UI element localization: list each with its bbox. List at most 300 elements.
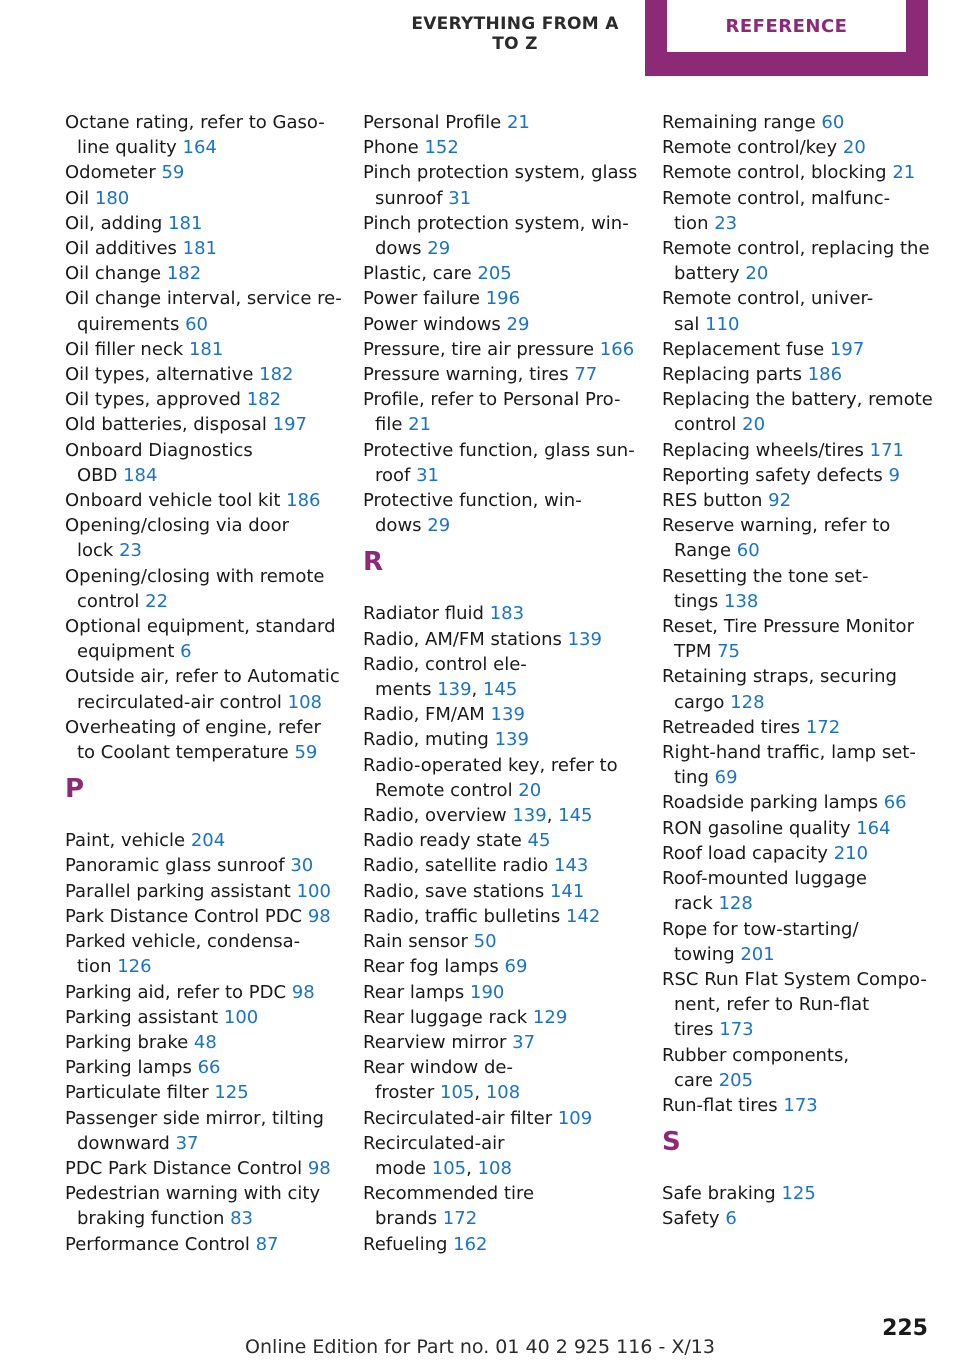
page-reference-link[interactable]: 141 xyxy=(549,880,585,902)
index-entry-text: line quality xyxy=(77,137,183,159)
index-entry-text: Oil change xyxy=(65,263,167,285)
index-entry xyxy=(662,816,930,841)
index-entry-text: Rear window de- xyxy=(363,1057,513,1079)
index-entry-text: lock xyxy=(77,540,120,562)
page-reference-link[interactable]: 66 xyxy=(197,1057,221,1079)
index-entry xyxy=(65,1232,335,1257)
page-reference-link[interactable]: 98 xyxy=(307,905,331,927)
index-entry xyxy=(662,286,930,336)
index-entry xyxy=(363,312,633,337)
index-entry xyxy=(662,488,930,513)
index-entry xyxy=(363,286,633,311)
index-entry xyxy=(363,337,633,362)
index-entry-text: Radio, FM/AM xyxy=(363,704,491,726)
index-entry xyxy=(363,929,633,954)
index-entry-text: Oil types, approved xyxy=(65,389,247,411)
index-entry-text: to Coolant temperature xyxy=(77,742,295,764)
index-entry-text: RON gasoline quality xyxy=(662,817,857,839)
index-entry-text: TPM xyxy=(674,641,718,663)
index-entry-text: Parking brake xyxy=(65,1031,194,1053)
index-entry-text: Refueling xyxy=(363,1233,454,1255)
page-reference-link[interactable]: 186 xyxy=(807,364,843,386)
index-column-2 xyxy=(363,110,638,1257)
index-entry xyxy=(662,917,930,967)
page-reference-link[interactable]: 164 xyxy=(182,137,217,159)
index-entry-text: Rain sensor xyxy=(363,931,474,953)
index-entry xyxy=(662,1181,930,1206)
index-entry xyxy=(65,488,335,513)
page-reference-link[interactable]: 100 xyxy=(223,1006,259,1028)
index-entry xyxy=(65,1080,335,1105)
page-reference-link[interactable]: 171 xyxy=(869,439,905,461)
index-entry-text: Recirculated-air filter xyxy=(363,1107,558,1129)
index-column-3 xyxy=(662,110,933,1232)
index-entry-text: Safety xyxy=(662,1208,726,1230)
page-reference-link[interactable]: 29 xyxy=(427,515,451,537)
index-entry-text: Right-hand traffic, lamp set- xyxy=(662,742,916,764)
page-reference-link[interactable]: 181 xyxy=(188,338,224,360)
page-reference-link[interactable]: 164 xyxy=(856,817,891,839)
page-reference-link[interactable]: 197 xyxy=(272,414,307,436)
index-entry xyxy=(662,186,930,236)
page-reference-link[interactable]: 23 xyxy=(714,212,738,234)
index-entry xyxy=(363,1055,633,1105)
index-entry-text: Passenger side mirror, tilting xyxy=(65,1107,324,1129)
page-reference-link[interactable]: 129 xyxy=(532,1006,568,1028)
index-entry xyxy=(65,211,335,236)
index-entry-text: Onboard Diagnostics xyxy=(65,439,253,461)
index-entry-text: Paint, vehicle xyxy=(65,830,191,852)
page-reference-link[interactable]: 201 xyxy=(740,943,775,965)
index-entry-text: Roof-mounted luggage xyxy=(662,868,868,890)
index-entry-text: Reserve warning, refer to xyxy=(662,515,891,537)
index-entry xyxy=(363,1030,633,1055)
page-reference-link[interactable]: 205 xyxy=(718,1069,754,1091)
page-reference-link[interactable]: 105 xyxy=(431,1157,467,1179)
index-entry xyxy=(65,715,335,765)
index-entry-text: nent, refer to Run-flat xyxy=(674,994,870,1016)
page-reference-link[interactable]: 20 xyxy=(518,779,542,801)
page-reference-link[interactable]: 184 xyxy=(123,464,158,486)
index-entry-text: Radio, save stations xyxy=(363,880,550,902)
index-entry-text: Power failure xyxy=(363,288,486,310)
index-entry xyxy=(662,841,930,866)
index-entry-text: Pedestrian warning with city xyxy=(65,1183,321,1205)
page-reference-link[interactable]: 37 xyxy=(175,1132,199,1154)
index-entry xyxy=(65,186,335,211)
index-entry-text: Reset, Tire Pressure Monitor xyxy=(662,616,914,638)
page-reference-link[interactable]: 139 xyxy=(512,805,547,827)
index-entry-text: Remote control, univer- xyxy=(662,288,874,310)
index-entry xyxy=(363,160,638,210)
page-reference-link[interactable]: 139 xyxy=(494,729,529,751)
page-reference-link[interactable]: 197 xyxy=(829,338,865,360)
index-entry-text: Protective function, glass sun- xyxy=(363,439,635,461)
index-entry-text: Optional equipment, standard xyxy=(65,616,336,638)
index-entry xyxy=(65,286,342,336)
page-reference-link[interactable]: 20 xyxy=(742,414,766,436)
index-entry-text: Plastic, care xyxy=(363,263,478,285)
index-entry-text: PDC Park Distance Control xyxy=(65,1157,308,1179)
page-reference-link[interactable]: 204 xyxy=(190,830,226,852)
index-entry-text: Radio, AM/FM stations xyxy=(363,628,568,650)
page-reference-link[interactable]: 108 xyxy=(485,1082,521,1104)
index-entry-text: Onboard vehicle tool kit xyxy=(65,490,287,512)
page-reference-link[interactable]: 60 xyxy=(736,540,760,562)
index-entry-text: Opening/closing with remote xyxy=(65,565,325,587)
index-entry-text: Oil change interval, service re- xyxy=(65,288,342,310)
index-entry xyxy=(65,980,335,1005)
page-reference-link[interactable]: 139 xyxy=(567,628,602,650)
index-entry xyxy=(363,652,633,702)
index-entry xyxy=(363,110,633,135)
page-reference-link[interactable]: 21 xyxy=(506,112,530,133)
index-entry-text: froster xyxy=(375,1082,440,1104)
page-reference-link[interactable]: 172 xyxy=(805,716,841,738)
index-entry-text: Retaining straps, securing xyxy=(662,666,897,688)
index-entry-text: Personal Profile xyxy=(363,112,507,133)
index-entry-text: tings xyxy=(674,590,724,612)
page-separator: , xyxy=(471,679,483,701)
page-reference-link[interactable]: 77 xyxy=(574,364,598,386)
page-reference-link[interactable]: 182 xyxy=(259,364,294,386)
index-entry xyxy=(65,564,335,614)
index-entry-text: RSC Run Flat System Compo- xyxy=(662,968,927,990)
index-entry xyxy=(65,904,335,929)
page-reference-link[interactable]: 196 xyxy=(485,288,521,310)
page-reference-link[interactable]: 75 xyxy=(717,641,741,663)
index-entry-text: Protective function, win- xyxy=(363,490,582,512)
reference-tab-inner xyxy=(667,0,906,52)
page-reference-link[interactable]: 20 xyxy=(745,263,769,285)
index-entry xyxy=(65,1181,335,1231)
index-entry-text: Panoramic glass sunroof xyxy=(65,855,291,877)
page-reference-link[interactable]: 66 xyxy=(883,792,907,814)
index-entry xyxy=(65,110,335,160)
index-entry-text: tion xyxy=(77,956,118,978)
index-entry-text: Pressure warning, tires xyxy=(363,364,575,386)
index-entry-text: Rear lamps xyxy=(363,981,471,1003)
index-entry xyxy=(65,929,335,979)
page-reference-link[interactable]: 139 xyxy=(437,679,472,701)
index-entry xyxy=(363,1106,633,1131)
index-entry xyxy=(65,853,335,878)
index-entry-text: Range xyxy=(674,540,737,562)
index-entry-text: cargo xyxy=(674,691,731,713)
page-reference-link[interactable]: 109 xyxy=(557,1107,593,1129)
page-reference-link[interactable]: 143 xyxy=(554,855,589,877)
index-entry xyxy=(65,1055,335,1080)
page-reference-link[interactable]: 87 xyxy=(255,1233,279,1255)
page-reference-link[interactable]: 60 xyxy=(821,112,845,133)
index-entry-text: Power windows xyxy=(363,313,507,335)
page-reference-link[interactable]: 139 xyxy=(490,704,525,726)
index-entry xyxy=(662,664,930,714)
index-entry-text: Run-flat tires xyxy=(662,1094,784,1116)
index-entry xyxy=(662,438,930,463)
index-entry xyxy=(363,211,633,261)
page-reference-link[interactable]: 105 xyxy=(440,1082,475,1104)
page-reference-link[interactable]: 108 xyxy=(287,691,322,713)
index-entry-text: downward xyxy=(77,1132,176,1154)
index-entry-text: tires xyxy=(674,1019,720,1041)
index-entry xyxy=(662,715,930,740)
page-reference-link[interactable]: 205 xyxy=(477,263,512,285)
page-reference-link[interactable]: 23 xyxy=(119,540,142,562)
page-reference-link[interactable]: 6 xyxy=(725,1208,737,1230)
index-entry-text: Replacing parts xyxy=(662,364,808,386)
page-reference-link[interactable]: 182 xyxy=(166,263,202,285)
index-entry xyxy=(363,1005,633,1030)
index-entry-text: control xyxy=(674,414,743,436)
page-reference-link[interactable]: 181 xyxy=(182,238,218,260)
index-entry xyxy=(662,1206,930,1231)
index-entry-text: recirculated-air control xyxy=(77,691,288,713)
index-entry-text: rack xyxy=(674,893,719,915)
index-entry xyxy=(363,853,633,878)
index-entry-text: Retreaded tires xyxy=(662,716,806,738)
reference-tab[interactable] xyxy=(645,0,928,76)
page-reference-link[interactable]: 183 xyxy=(489,603,525,625)
page-reference-link[interactable]: 92 xyxy=(768,490,792,512)
index-entry-text: Radio, overview xyxy=(363,805,513,827)
index-entry xyxy=(662,337,930,362)
index-entry-text: sunroof xyxy=(375,187,449,209)
index-entry xyxy=(65,236,335,261)
page-reference-link[interactable]: 60 xyxy=(185,313,208,335)
index-entry-text: Octane rating, refer to Gaso- xyxy=(65,112,325,133)
page-reference-link[interactable]: 145 xyxy=(558,805,593,827)
page-reference-link[interactable]: 173 xyxy=(783,1094,818,1116)
index-entry xyxy=(65,337,335,362)
index-entry-text: Parallel parking assistant xyxy=(65,880,297,902)
page-reference-link[interactable]: 128 xyxy=(718,893,753,915)
section-title: EVERYTHING FROM A TO Z xyxy=(411,14,619,54)
index-entry xyxy=(363,980,633,1005)
page-reference-link[interactable]: 31 xyxy=(416,464,439,486)
page-reference-link[interactable]: 138 xyxy=(724,590,759,612)
index-entry-text: Overheating of engine, refer xyxy=(65,716,321,738)
index-entry-text: ments xyxy=(375,679,438,701)
page-reference-link[interactable]: 166 xyxy=(599,338,635,360)
page-reference-link[interactable]: 37 xyxy=(512,1031,536,1053)
index-entry xyxy=(65,614,335,664)
index-entry xyxy=(65,1106,335,1156)
index-entry xyxy=(363,904,633,929)
index-entry xyxy=(363,387,633,437)
index-entry xyxy=(363,362,633,387)
index-entry-text: Oil types, alternative xyxy=(65,364,260,386)
page-reference-link[interactable]: 50 xyxy=(473,931,497,953)
page-reference-link[interactable]: 30 xyxy=(290,855,314,877)
index-entry-text: Old batteries, disposal xyxy=(65,414,273,436)
index-entry xyxy=(363,601,633,626)
index-entry-text: Remote control/key xyxy=(662,137,843,159)
index-entry-text: Radio, traffic bulletins xyxy=(363,905,567,927)
index-entry-text: Phone xyxy=(363,137,425,159)
index-entry-text: care xyxy=(674,1069,719,1091)
page-reference-link[interactable]: 21 xyxy=(892,162,916,184)
page-reference-link[interactable]: 59 xyxy=(161,162,185,184)
index-entry xyxy=(65,438,335,488)
page-reference-link[interactable]: 152 xyxy=(424,137,459,159)
page-reference-link[interactable]: 126 xyxy=(117,956,152,978)
page-reference-link[interactable]: 69 xyxy=(714,767,738,789)
index-entry xyxy=(662,387,933,437)
index-entry-text: Recommended tire xyxy=(363,1183,535,1205)
index-entry xyxy=(662,1093,930,1118)
page-reference-link[interactable]: 9 xyxy=(888,464,900,486)
page-separator: , xyxy=(466,1157,478,1179)
index-entry xyxy=(662,362,930,387)
index-entry xyxy=(363,727,633,752)
edition-note: Online Edition for Part no. 01 40 2 925 116 - X/13 xyxy=(245,1336,715,1358)
index-entry xyxy=(363,1232,633,1257)
reference-tab-label: REFERENCE xyxy=(725,15,848,37)
index-letter-heading: P xyxy=(65,774,85,805)
index-entry xyxy=(363,1181,633,1231)
index-entry-text: brands xyxy=(375,1208,443,1230)
index-entry-text: Replacing the battery, remote xyxy=(662,389,933,411)
index-entry xyxy=(662,236,930,286)
index-entry xyxy=(363,753,633,803)
index-entry-text: Rope for tow-starting/ xyxy=(662,918,859,940)
index-entry-text: braking function xyxy=(77,1208,231,1230)
index-entry xyxy=(662,513,930,563)
index-entry-text: Roadside parking lamps xyxy=(662,792,884,814)
index-entry-text: Parking aid, refer to PDC xyxy=(65,981,292,1003)
page-reference-link[interactable]: 173 xyxy=(719,1019,754,1041)
index-entry-text: Safe braking xyxy=(662,1183,782,1205)
index-entry xyxy=(662,160,930,185)
page-reference-link[interactable]: 29 xyxy=(506,313,530,335)
index-entry-text: control xyxy=(77,590,146,612)
page-reference-link[interactable]: 98 xyxy=(291,981,315,1003)
index-entry xyxy=(662,614,930,664)
index-entry-text: Profile, refer to Personal Pro- xyxy=(363,389,621,411)
index-entry-text: Park Distance Control PDC xyxy=(65,905,308,927)
page-reference-link[interactable]: 128 xyxy=(730,691,765,713)
page-reference-link[interactable]: 100 xyxy=(296,880,331,902)
index-entry xyxy=(662,740,930,790)
page-reference-link[interactable]: 172 xyxy=(442,1208,478,1230)
index-entry xyxy=(65,1156,335,1181)
index-entry-text: mode xyxy=(375,1157,432,1179)
index-entry xyxy=(662,967,930,1043)
index-entry xyxy=(363,1131,633,1181)
index-entry-text: Pressure, tire air pressure xyxy=(363,338,600,360)
index-entry xyxy=(65,387,335,412)
index-entry xyxy=(65,1030,335,1055)
page-reference-link[interactable]: 181 xyxy=(168,212,203,234)
index-entry-text: Remote control, replacing the xyxy=(662,238,930,260)
index-entry-text: Performance Control xyxy=(65,1233,256,1255)
page-reference-link[interactable]: 182 xyxy=(246,389,282,411)
page-reference-link[interactable]: 45 xyxy=(527,830,551,852)
index-entry-text: Particulate filter xyxy=(65,1082,215,1104)
index-entry xyxy=(363,438,633,488)
index-entry-text: towing xyxy=(674,943,741,965)
index-entry xyxy=(662,564,930,614)
page-reference-link[interactable]: 20 xyxy=(842,137,866,159)
page-reference-link[interactable]: 180 xyxy=(94,187,130,209)
index-entry-text: quirements xyxy=(77,313,186,335)
index-entry-text: roof xyxy=(375,464,417,486)
index-entry-text: Radio ready state xyxy=(363,830,528,852)
index-entry xyxy=(363,954,633,979)
index-entry-text: Rearview mirror xyxy=(363,1031,513,1053)
page-reference-link[interactable]: 142 xyxy=(566,905,601,927)
page-reference-link[interactable]: 6 xyxy=(180,641,192,663)
page-reference-link[interactable]: 22 xyxy=(145,590,169,612)
index-entry-text: Pinch protection system, glass xyxy=(363,162,638,184)
page-reference-link[interactable]: 21 xyxy=(408,414,432,436)
index-entry xyxy=(662,463,930,488)
index-letter-heading: S xyxy=(662,1127,681,1158)
page-reference-link[interactable]: 162 xyxy=(453,1233,488,1255)
index-entry xyxy=(363,828,633,853)
page-reference-link[interactable]: 31 xyxy=(448,187,472,209)
index-entry xyxy=(662,1043,930,1093)
index-entry-text: Opening/closing via door xyxy=(65,515,290,537)
index-entry-text: Remote control xyxy=(375,779,519,801)
page-separator: , xyxy=(546,805,559,827)
index-entry xyxy=(363,702,633,727)
index-entry xyxy=(662,135,930,160)
index-entry xyxy=(65,513,335,563)
index-letter-heading: R xyxy=(363,547,384,578)
page-reference-link[interactable]: 125 xyxy=(781,1183,816,1205)
page-reference-link[interactable]: 83 xyxy=(230,1208,253,1230)
index-entry-text: Outside air, refer to Automatic xyxy=(65,666,340,688)
index-entry-text: Radio, muting xyxy=(363,729,495,751)
page-reference-link[interactable]: 59 xyxy=(294,742,318,764)
index-entry xyxy=(363,261,633,286)
page-reference-link[interactable]: 110 xyxy=(705,313,740,335)
index-entry-text: Oil filler neck xyxy=(65,338,189,360)
index-entry xyxy=(65,160,335,185)
page-reference-link[interactable]: 29 xyxy=(427,238,451,260)
index-entry-text: Odometer xyxy=(65,162,162,184)
page-reference-link[interactable]: 69 xyxy=(504,956,528,978)
page-reference-link[interactable]: 98 xyxy=(307,1157,331,1179)
page-reference-link[interactable]: 48 xyxy=(193,1031,217,1053)
index-entry-text: Remote control, malfunc- xyxy=(662,187,891,209)
page-reference-link[interactable]: 145 xyxy=(483,679,518,701)
index-entry-text: Oil xyxy=(65,187,95,209)
page-reference-link[interactable]: 125 xyxy=(214,1082,249,1104)
index-entry xyxy=(363,135,633,160)
index-entry-text: RES button xyxy=(662,490,769,512)
page-reference-link[interactable]: 186 xyxy=(286,490,321,512)
index-entry xyxy=(662,110,930,135)
index-entry-text: dows xyxy=(375,515,428,537)
page-reference-link[interactable]: 108 xyxy=(477,1157,512,1179)
index-entry-text: sal xyxy=(674,313,706,335)
index-entry xyxy=(65,879,335,904)
index-entry-text: tion xyxy=(674,212,715,234)
index-entry-text: Resetting the tone set- xyxy=(662,565,869,587)
index-entry xyxy=(65,412,335,437)
page-separator: , xyxy=(474,1082,486,1104)
page-reference-link[interactable]: 210 xyxy=(833,842,869,864)
index-entry-text: Rear luggage rack xyxy=(363,1006,533,1028)
index-entry-text: Radio-operated key, refer to xyxy=(363,754,618,776)
index-entry xyxy=(65,1005,335,1030)
index-entry-text: Oil additives xyxy=(65,238,183,260)
index-entry-text: Parking assistant xyxy=(65,1006,224,1028)
page-reference-link[interactable]: 190 xyxy=(470,981,505,1003)
